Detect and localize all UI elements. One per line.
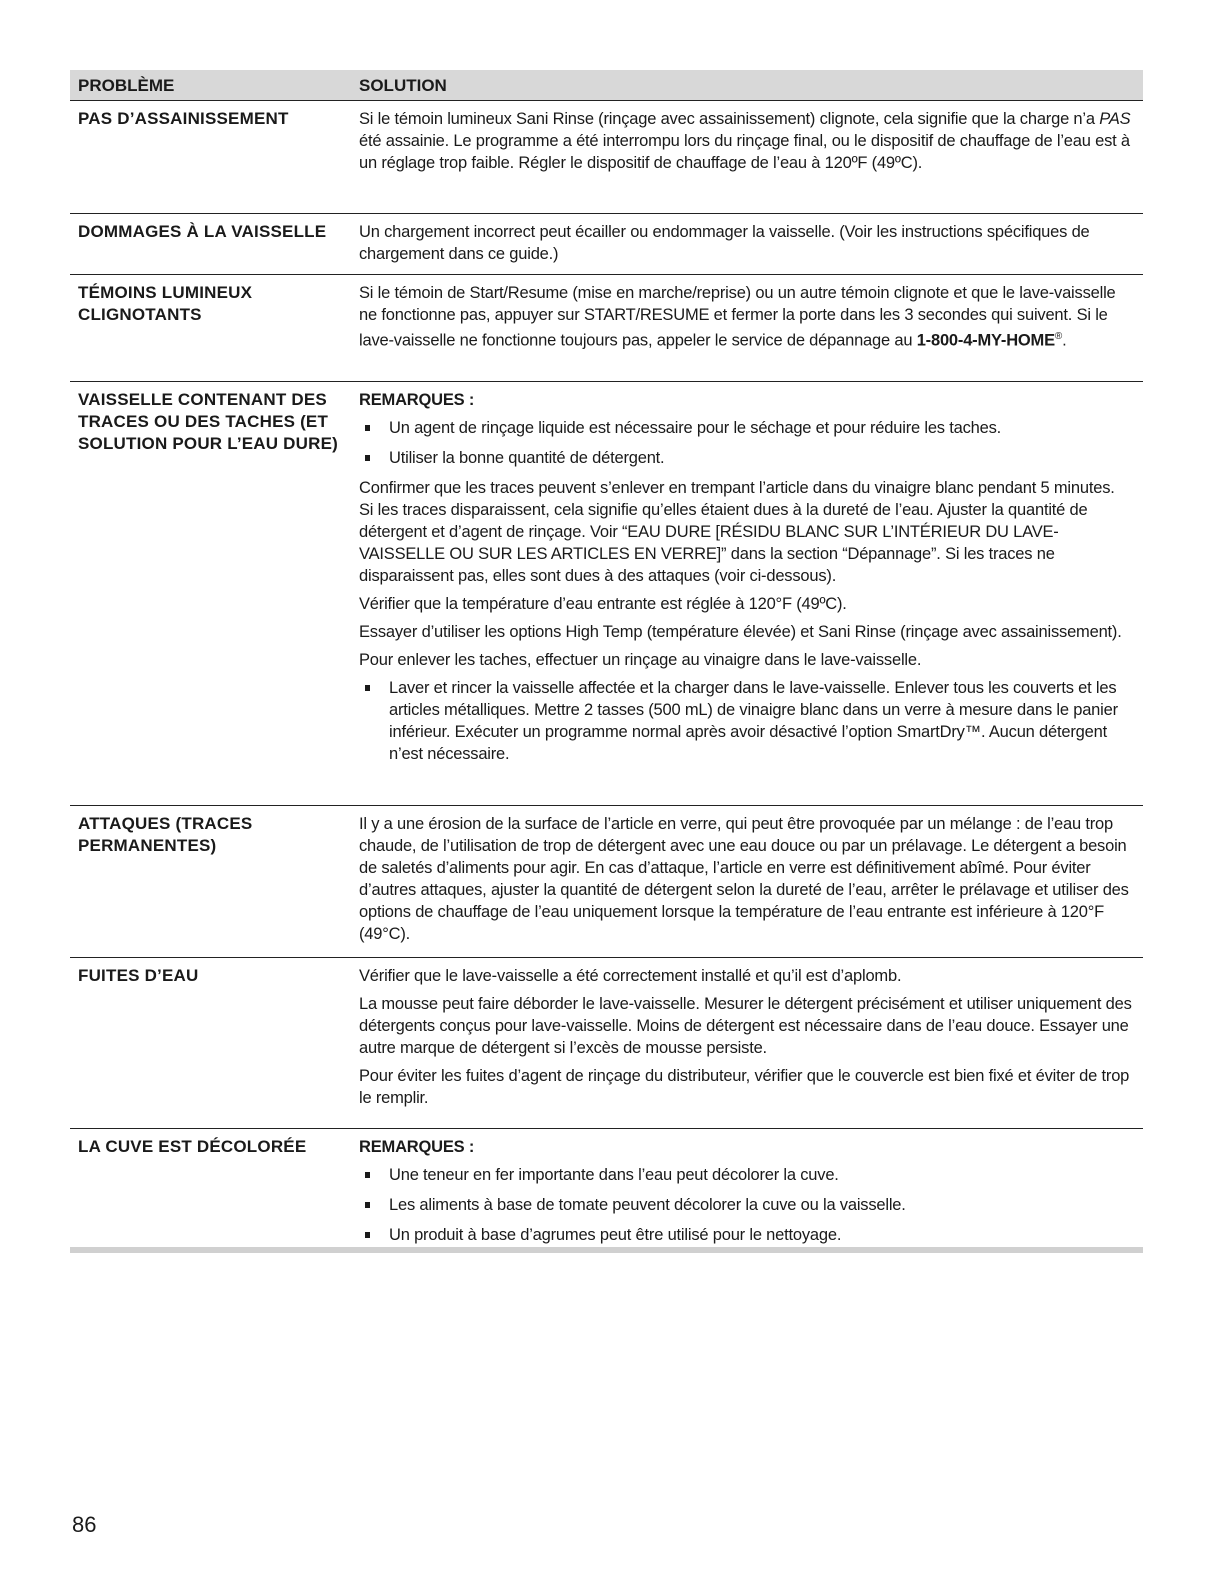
bullet-icon bbox=[365, 455, 370, 461]
solution-cell bbox=[349, 382, 1143, 805]
list-item-text: Une teneur en fer importante dans l’eau peut décolorer la cuve. bbox=[389, 1166, 839, 1184]
table-bottom-border bbox=[70, 1247, 1143, 1253]
problem-cell bbox=[70, 275, 349, 381]
solution-cell bbox=[349, 101, 1143, 213]
bullet-icon bbox=[365, 1202, 370, 1208]
table-header bbox=[70, 70, 1143, 101]
solution-column-header: SOLUTION bbox=[359, 76, 447, 95]
remarks-list bbox=[359, 1164, 1133, 1246]
problem-cell: PAS D’ASSAINISSEMENT bbox=[78, 109, 289, 128]
solution-text-part: été assainie. Le programme a été interrompu lors du rinçage final, ou le dispositif de chauffage de l’eau est à un réglage trop faible. Régler le dispositif de chauffage de l’eau à 120ºF (49ºC). bbox=[359, 132, 1130, 172]
solution-text-part: Si le témoin de Start/Resume (mise en marche/reprise) ou un autre témoin clignote et que le lave-vaisselle ne fonctionne pas, appuyer sur START/RESUME et fermer la porte dans les 3 secondes qui suivent. Si le lave-vaisselle ne fonctionne toujours pas, appeler le service de dépannage au bbox=[359, 284, 1116, 350]
phone-number: 1-800-4-MY-HOME bbox=[916, 331, 1055, 350]
table-body bbox=[70, 101, 1143, 1247]
page-number: 86 bbox=[72, 1512, 97, 1537]
problem-line: SOLUTION POUR L’EAU DURE) bbox=[78, 434, 339, 453]
remarks-list bbox=[359, 417, 1133, 469]
list-item bbox=[359, 447, 1133, 469]
solution-cell bbox=[349, 958, 1143, 1128]
list-item bbox=[359, 677, 1133, 765]
problem-cell: DOMMAGES À LA VAISSELLE bbox=[78, 222, 327, 241]
vinegar-steps-list bbox=[359, 677, 1133, 765]
solution-text: Essayer d’utiliser les options High Temp (température élevée) et Sani Rinse (rinçage avec assainissement). bbox=[359, 623, 1122, 641]
bullet-icon bbox=[365, 425, 370, 431]
solution-text: Vérifier que le lave-vaisselle a été correctement installé et qu’il est d’aplomb. bbox=[359, 967, 902, 985]
remarks-label: REMARQUES : bbox=[359, 1138, 475, 1156]
problem-line: PERMANENTES) bbox=[78, 836, 217, 855]
solution-text: Pour éviter les fuites d’agent de rinçage du distributeur, vérifier que le couvercle est bien fixé et éviter de trop le remplir. bbox=[359, 1067, 1130, 1107]
solution-text bbox=[359, 282, 1133, 352]
problem-cell: FUITES D’EAU bbox=[78, 966, 199, 985]
list-item bbox=[359, 417, 1133, 439]
bullet-icon bbox=[365, 1172, 370, 1178]
solution-text: Il y a une érosion de la surface de l’article en verre, qui peut être provoquée par un mélange : de l’eau trop chaude, de l’utilisation de trop de détergent avec une eau douce ou par un prélavage. Le détergent a besoin de saletés d’aliments pour agir. En cas d’attaque, l’article en verre est définitivement abîmé. Pour éviter d’autres attaques, ajuster la quantité de détergent selon la dureté de l’eau, arrêter le prélavage et utiliser des options de chauffage de l’eau uniquement lorsque la température de l’eau entrante est inférieure à 120°F (49°C). bbox=[359, 815, 1129, 943]
solution-text: La mousse peut faire déborder le lave-vaisselle. Mesurer le détergent précisément et utiliser uniquement des détergents conçus pour lave-vaisselle. Moins de détergent est nécessaire dans de l’eau douce. Essayer une autre marque de détergent si l’excès de mousse persiste. bbox=[359, 995, 1132, 1057]
problem-line: ATTAQUES (TRACES bbox=[78, 814, 253, 833]
list-item-text: Les aliments à base de tomate peuvent décolorer la cuve ou la vaisselle. bbox=[389, 1196, 906, 1214]
list-item bbox=[359, 1164, 1133, 1186]
problem-cell bbox=[70, 806, 349, 957]
solution-text-part: Si le témoin lumineux Sani Rinse (rinçage avec assainissement) clignote, cela signifie que la charge n’a bbox=[359, 110, 1100, 128]
problem-line: TRACES OU DES TACHES (ET bbox=[78, 412, 329, 431]
table-row bbox=[70, 101, 1143, 214]
table-row bbox=[70, 382, 1143, 806]
list-item-text: Un produit à base d’agrumes peut être utilisé pour le nettoyage. bbox=[389, 1226, 842, 1244]
bullet-icon bbox=[365, 685, 370, 691]
problem-line: TÉMOINS LUMINEUX bbox=[78, 283, 253, 302]
problem-cell bbox=[70, 382, 349, 805]
solution-text-part: . bbox=[1062, 331, 1067, 350]
list-item bbox=[359, 1224, 1133, 1246]
solution-text: Un chargement incorrect peut écailler ou endommager la vaisselle. (Voir les instructions spécifiques de chargement dans ce guide.) bbox=[359, 223, 1090, 263]
table-row bbox=[70, 806, 1143, 958]
list-item bbox=[359, 1194, 1133, 1216]
table-row bbox=[70, 1129, 1143, 1247]
solution-text: Confirmer que les traces peuvent s’enlever en trempant l’article dans du vinaigre blanc pendant 5 minutes. Si les traces disparaissent, cela signifie qu’elles étaient dues à la dureté de l’eau. Ajuster la quantité de détergent et d’agent de rinçage. Voir “EAU DURE [RÉSIDU BLANC SUR L’INTÉRIEUR DU LAVE-VAISSELLE OU SUR LES ARTICLES EN VERRE]” dans la section “Dépannage”. Si les traces ne disparaissent pas, elles sont dues à des attaques (voir ci-dessous). bbox=[359, 479, 1115, 585]
table-row bbox=[70, 958, 1143, 1129]
solution-text: Pour enlever les taches, effectuer un rinçage au vinaigre dans le lave-vaisselle. bbox=[359, 651, 922, 669]
list-item-text: Utiliser la bonne quantité de détergent. bbox=[389, 449, 665, 467]
solution-cell bbox=[349, 214, 1143, 274]
solution-cell bbox=[349, 1129, 1143, 1247]
list-item-text: Un agent de rinçage liquide est nécessaire pour le séchage et pour réduire les taches. bbox=[389, 419, 1002, 437]
problem-cell: LA CUVE EST DÉCOLORÉE bbox=[78, 1137, 307, 1156]
table-row bbox=[70, 214, 1143, 275]
solution-text: Vérifier que la température d’eau entrante est réglée à 120°F (49ºC). bbox=[359, 595, 847, 613]
emphasis-text: PAS bbox=[1099, 110, 1131, 128]
problem-line: CLIGNOTANTS bbox=[78, 305, 202, 324]
table-row bbox=[70, 275, 1143, 382]
problem-column-header: PROBLÈME bbox=[78, 76, 175, 95]
bullet-icon bbox=[365, 1232, 370, 1238]
list-item-text: Laver et rincer la vaisselle affectée et la charger dans le lave-vaisselle. Enlever tous les couverts et les articles métalliques. Mettre 2 tasses (500 mL) de vinaigre blanc dans un verre à mesure dans le panier inférieur. Exécuter un programme normal après avoir désactivé l’option SmartDry™. Aucun détergent n’est nécessaire. bbox=[389, 679, 1118, 763]
solution-cell bbox=[349, 275, 1143, 381]
registered-mark: ® bbox=[1054, 331, 1063, 342]
problem-line: VAISSELLE CONTENANT DES bbox=[78, 390, 327, 409]
solution-text bbox=[359, 108, 1133, 174]
remarks-label: REMARQUES : bbox=[359, 391, 475, 409]
solution-cell bbox=[349, 806, 1143, 957]
